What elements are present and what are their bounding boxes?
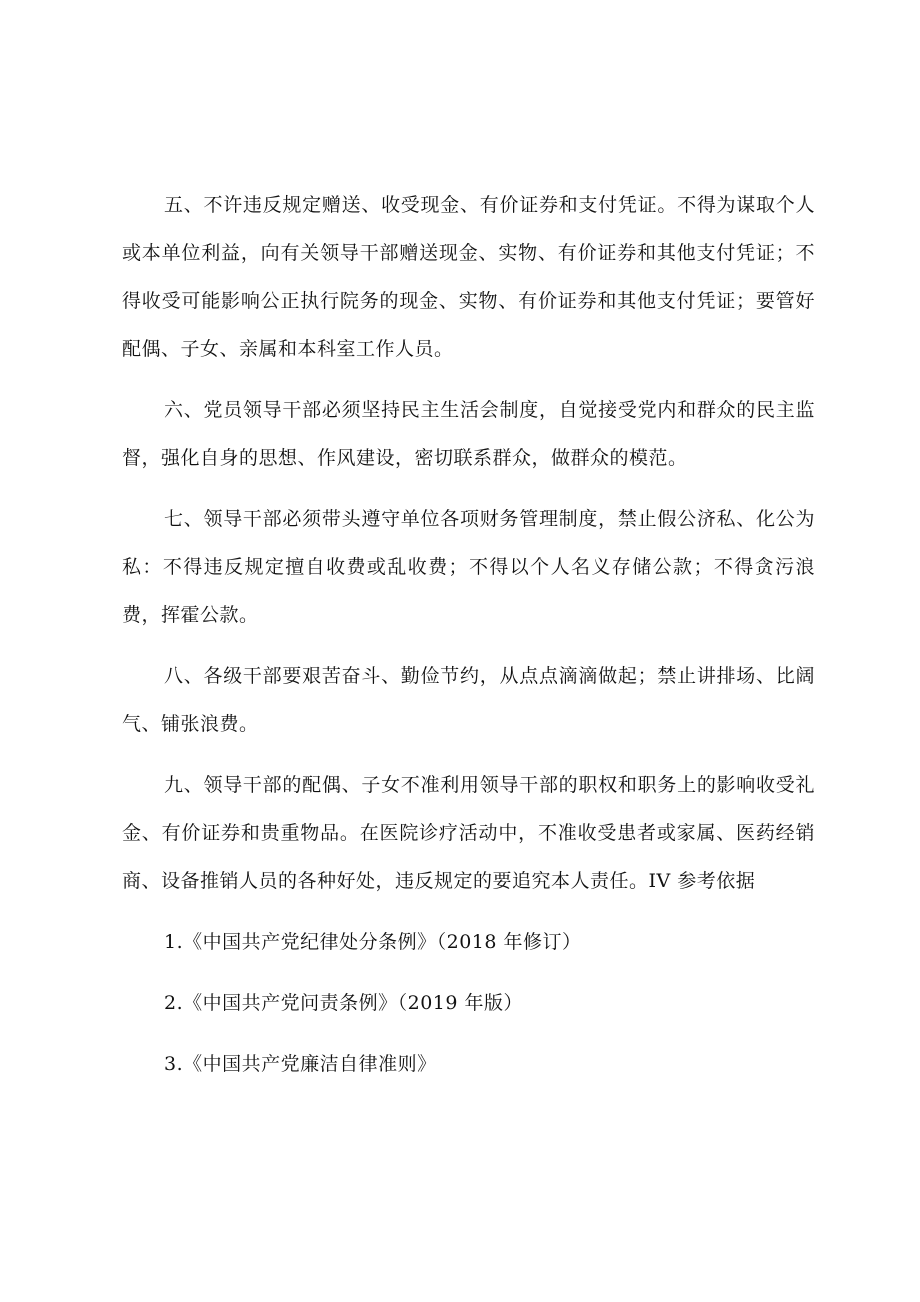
paragraph-seven: 七、领导干部必须带头遵守单位各项财务管理制度，禁止假公济私、化公为私：不得违反规定擅自收费或乱收费；不得以个人名义存储公款；不得贪污浪费，挥霍公款。 <box>122 508 815 626</box>
reference-list <box>122 918 815 1088</box>
paragraph-six: 六、党员领导干部必须坚持民主生活会制度，自觉接受党内和群众的民主监督，强化自身的思想、作风建设，密切联系群众，做群众的模范。 <box>122 399 815 469</box>
reference-item-1: 1.《中国共产党纪律处分条例》（2018 年修订） <box>164 931 582 953</box>
reference-item-2: 2.《中国共产党问责条例》（2019 年版） <box>164 992 524 1014</box>
paragraph-nine: 九、领导干部的配偶、子女不准利用领导干部的职权和职务上的影响收受礼金、有价证券和贵重物品。在医院诊疗活动中，不准收受患者或家属、医药经销商、设备推销人员的各种好处，违反规定的要追究本人责任。IV 参考依据 <box>122 774 815 892</box>
document-body <box>122 181 815 1101</box>
paragraph-five: 五、不许违反规定赠送、收受现金、有价证券和支付凭证。不得为谋取个人或本单位利益，向有关领导干部赠送现金、实物、有价证券和其他支付凭证；不得收受可能影响公正执行院务的现金、实物、有价证券和其他支付凭证；要管好配偶、子女、亲属和本科室工作人员。 <box>122 194 815 360</box>
reference-item-3: 3.《中国共产党廉洁自律准则》 <box>164 1053 437 1075</box>
paragraph-eight: 八、各级干部要艰苦奋斗、勤俭节约，从点点滴滴做起；禁止讲排场、比阔气、铺张浪费。 <box>122 665 815 735</box>
